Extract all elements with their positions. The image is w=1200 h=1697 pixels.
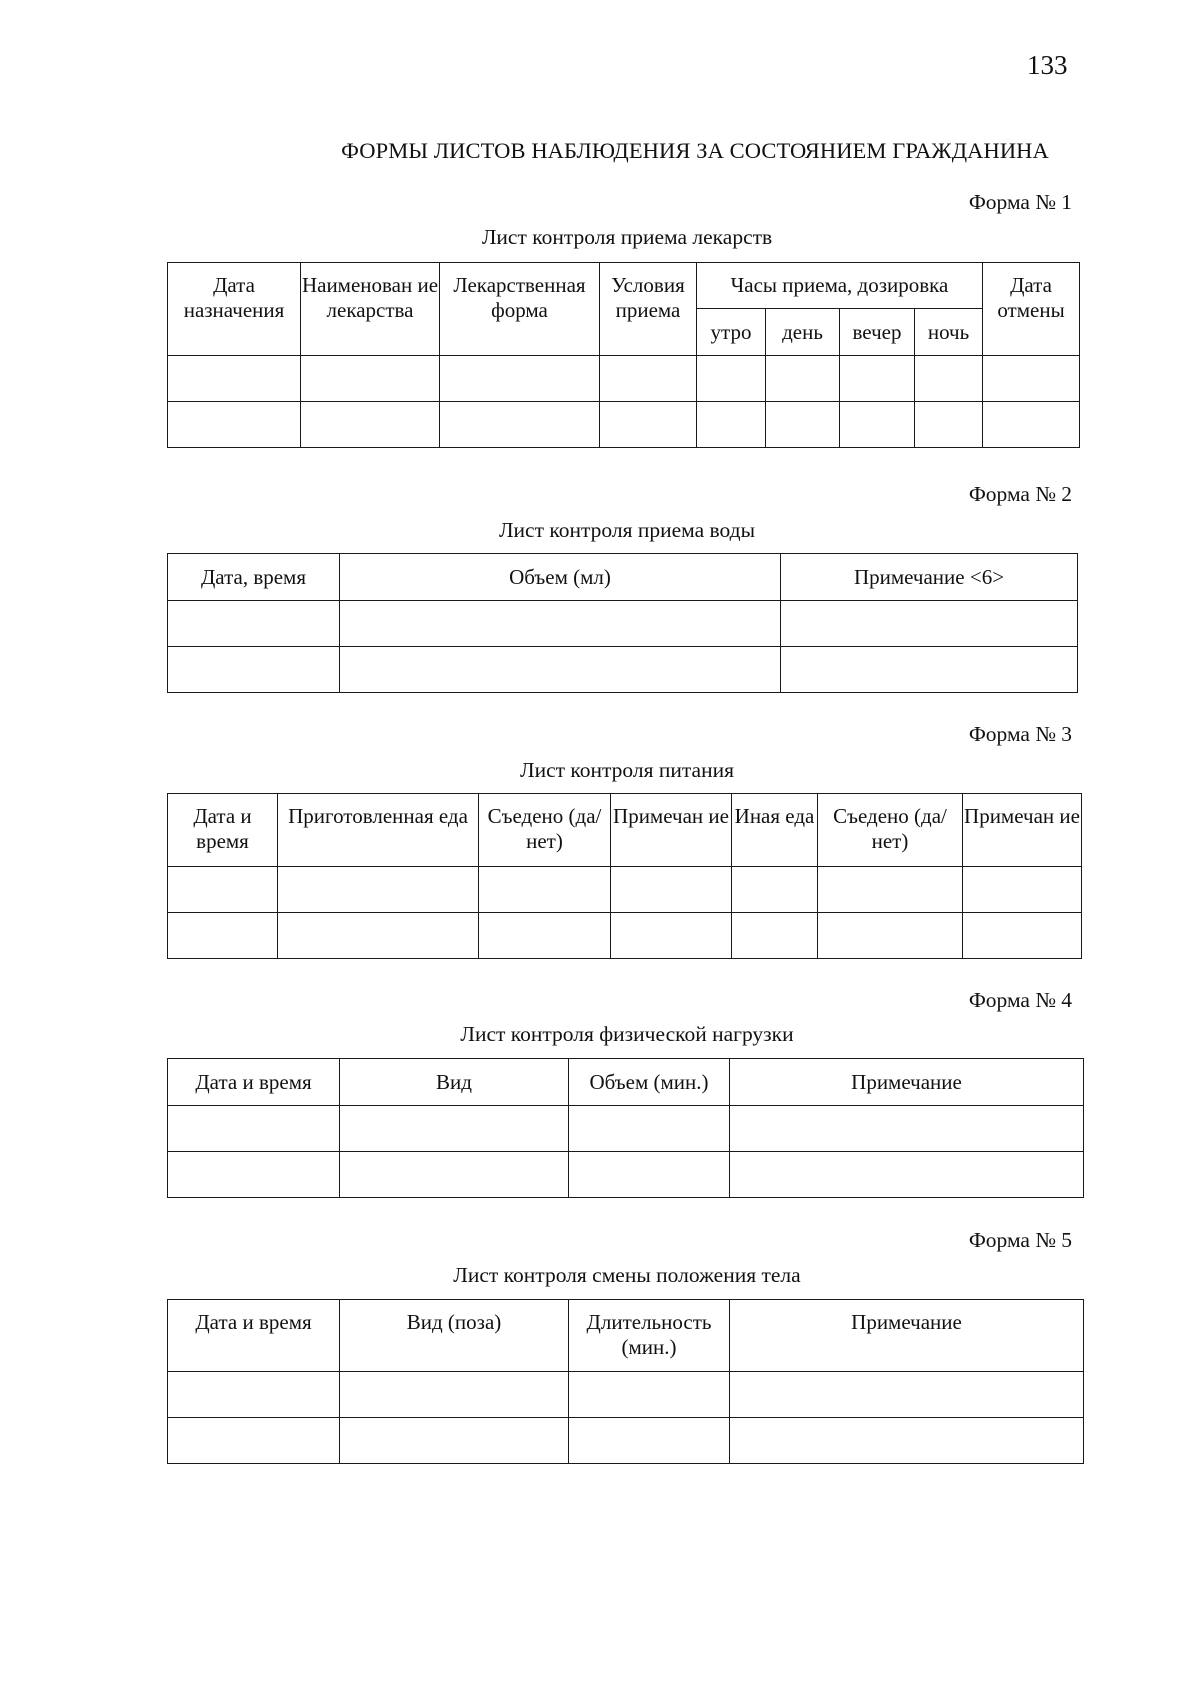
blank-cell bbox=[440, 356, 600, 402]
blank-cell bbox=[479, 913, 611, 959]
medication-control-table bbox=[167, 262, 1080, 448]
blank-cell bbox=[479, 867, 611, 913]
blank-cell bbox=[915, 356, 983, 402]
table-row bbox=[168, 356, 1080, 402]
nutrition-control-table bbox=[167, 793, 1082, 959]
blank-cell bbox=[766, 402, 840, 448]
blank-cell bbox=[840, 402, 915, 448]
form-4-label: Форма № 4 bbox=[968, 988, 1072, 1012]
header-col-2: Объем (мл) bbox=[340, 554, 781, 601]
blank-cell bbox=[569, 1372, 730, 1418]
form-1-title: Лист контроля приема лекарств bbox=[481, 225, 773, 249]
blank-cell bbox=[818, 867, 963, 913]
header-conditions: Условия приема bbox=[600, 263, 697, 356]
header-col-1: Дата и время bbox=[168, 794, 278, 867]
blank-cell bbox=[569, 1418, 730, 1464]
blank-cell bbox=[697, 356, 766, 402]
blank-cell bbox=[278, 913, 479, 959]
header-night: ночь bbox=[915, 309, 983, 356]
header-col-3: Длительность (мин.) bbox=[569, 1300, 730, 1372]
blank-cell bbox=[340, 1372, 569, 1418]
header-col-4: Примечание bbox=[730, 1300, 1084, 1372]
form-5-label: Форма № 5 bbox=[968, 1228, 1072, 1252]
blank-cell bbox=[600, 356, 697, 402]
blank-cell bbox=[168, 1372, 340, 1418]
blank-cell bbox=[278, 867, 479, 913]
form-2-label: Форма № 2 bbox=[968, 482, 1072, 506]
header-col-5: Иная еда bbox=[732, 794, 818, 867]
header-morning: утро bbox=[697, 309, 766, 356]
blank-cell bbox=[340, 1106, 569, 1152]
header-date-assigned: Дата назначения bbox=[168, 263, 301, 356]
document-title: ФОРМЫ ЛИСТОВ НАБЛЮДЕНИЯ ЗА СОСТОЯНИЕМ ГРАЖДАНИНА bbox=[341, 138, 1049, 163]
header-drug-form: Лекарственная форма bbox=[440, 263, 600, 356]
blank-cell bbox=[697, 402, 766, 448]
blank-cell bbox=[168, 1418, 340, 1464]
blank-cell bbox=[732, 867, 818, 913]
blank-cell bbox=[963, 913, 1082, 959]
blank-cell bbox=[301, 356, 440, 402]
blank-cell bbox=[168, 1152, 340, 1198]
water-intake-table bbox=[167, 553, 1078, 693]
form-2-title: Лист контроля приема воды bbox=[498, 518, 756, 542]
table-row bbox=[168, 402, 1080, 448]
header-col-1: Дата и время bbox=[168, 1300, 340, 1372]
blank-cell bbox=[766, 356, 840, 402]
blank-cell bbox=[340, 1152, 569, 1198]
blank-cell bbox=[963, 867, 1082, 913]
form-3-label: Форма № 3 bbox=[968, 722, 1072, 746]
table-row bbox=[168, 1106, 1084, 1152]
blank-cell bbox=[340, 1418, 569, 1464]
header-date-cancel: Дата отмены bbox=[983, 263, 1080, 356]
blank-cell bbox=[168, 867, 278, 913]
blank-cell bbox=[168, 356, 301, 402]
blank-cell bbox=[340, 601, 781, 647]
header-col-2: Вид (поза) bbox=[340, 1300, 569, 1372]
header-col-3: Съедено (да/нет) bbox=[479, 794, 611, 867]
form-4-title: Лист контроля физической нагрузки bbox=[460, 1022, 794, 1046]
blank-cell bbox=[915, 402, 983, 448]
table-row bbox=[168, 1418, 1084, 1464]
blank-cell bbox=[840, 356, 915, 402]
body-position-table bbox=[167, 1299, 1084, 1464]
header-col-1: Дата и время bbox=[168, 1059, 340, 1106]
header-col-4: Примечание bbox=[730, 1059, 1084, 1106]
header-hours-dosage: Часы приема, дозировка bbox=[697, 263, 983, 309]
blank-cell bbox=[781, 647, 1078, 693]
blank-cell bbox=[168, 601, 340, 647]
physical-activity-table bbox=[167, 1058, 1084, 1198]
header-col-6: Съедено (да/нет) bbox=[818, 794, 963, 867]
blank-cell bbox=[168, 913, 278, 959]
header-col-2: Приготовленная еда bbox=[278, 794, 479, 867]
table-row bbox=[168, 601, 1078, 647]
table-row bbox=[168, 867, 1082, 913]
header-col-3: Объем (мин.) bbox=[569, 1059, 730, 1106]
table-row bbox=[168, 647, 1078, 693]
blank-cell bbox=[168, 402, 301, 448]
blank-cell bbox=[730, 1152, 1084, 1198]
table-row bbox=[168, 1152, 1084, 1198]
blank-cell bbox=[818, 913, 963, 959]
header-evening: вечер bbox=[840, 309, 915, 356]
header-col-7: Примечан ие bbox=[963, 794, 1082, 867]
blank-cell bbox=[168, 1106, 340, 1152]
blank-cell bbox=[569, 1106, 730, 1152]
blank-cell bbox=[781, 601, 1078, 647]
blank-cell bbox=[730, 1418, 1084, 1464]
blank-cell bbox=[168, 647, 340, 693]
blank-cell bbox=[730, 1106, 1084, 1152]
header-day: день bbox=[766, 309, 840, 356]
form-3-title: Лист контроля питания bbox=[520, 758, 734, 782]
header-col-2: Вид bbox=[340, 1059, 569, 1106]
blank-cell bbox=[340, 647, 781, 693]
blank-cell bbox=[301, 402, 440, 448]
blank-cell bbox=[611, 867, 732, 913]
blank-cell bbox=[600, 402, 697, 448]
form-5-title: Лист контроля смены положения тела bbox=[453, 1263, 801, 1287]
table-row bbox=[168, 913, 1082, 959]
page-number: 133 bbox=[1027, 50, 1068, 80]
header-drug-name: Наименован ие лекарства bbox=[301, 263, 440, 356]
table-row bbox=[168, 1372, 1084, 1418]
form-1-label: Форма № 1 bbox=[968, 190, 1072, 214]
blank-cell bbox=[983, 402, 1080, 448]
header-col-4: Примечан ие bbox=[611, 794, 732, 867]
blank-cell bbox=[611, 913, 732, 959]
blank-cell bbox=[732, 913, 818, 959]
blank-cell bbox=[730, 1372, 1084, 1418]
header-col-3: Примечание <6> bbox=[781, 554, 1078, 601]
blank-cell bbox=[983, 356, 1080, 402]
header-col-1: Дата, время bbox=[168, 554, 340, 601]
blank-cell bbox=[440, 402, 600, 448]
blank-cell bbox=[569, 1152, 730, 1198]
